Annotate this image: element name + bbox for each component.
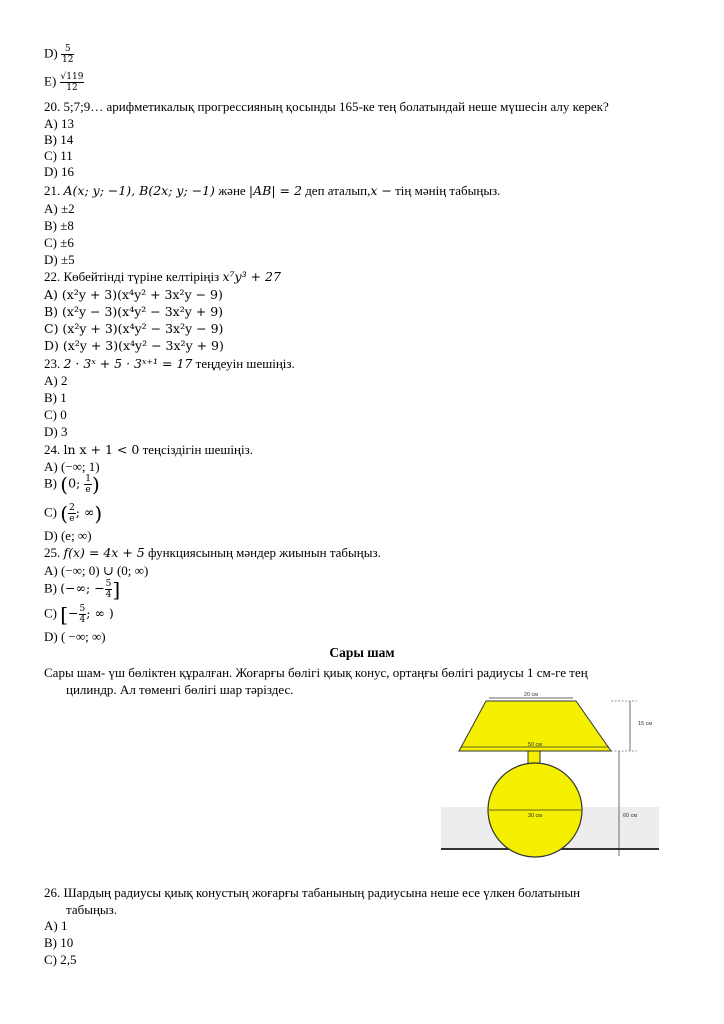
base-diameter-label: 50 см: [527, 742, 543, 748]
q23-option-b: B) 1: [44, 390, 67, 405]
q23-option-a: A) 2: [44, 373, 68, 388]
q21-text: 21. A(x; y; −1), B(2x; y; −1) және |AB| = 2 деп аталып,x − тің мәнің табыңыз.: [44, 183, 501, 198]
q23-text: 23. 2 · 3ˣ + 5 · 3ˣ⁺¹ = 17 теңдеуін шешіңіз.: [44, 356, 295, 371]
q20-option-b: B) 14: [44, 132, 74, 147]
q26-option-a: A) 1: [44, 918, 68, 933]
q24-option-a: A) (−∞; 1): [44, 459, 100, 474]
ball-diameter-label: 30 см: [527, 813, 543, 819]
fraction: $\frac{√119}{12}$: [60, 72, 84, 93]
q21-option-a: A) ±2: [44, 201, 75, 216]
q24-option-d: D) (e; ∞): [44, 528, 92, 543]
total-height-label: 60 см: [623, 813, 638, 819]
q26-text: 26. Шардың радиусы қиық конустың жоғарғы табанының радиусына неше есе үлкен болатынын табыңыз.: [44, 885, 581, 917]
q25-text: 25. f(x) = 4x + 5 функциясының мәндер жиынын табыңыз.: [44, 545, 381, 560]
q22-text: 22. Көбейтінді түріне келтіріңіз x⁷y³ + 27: [44, 269, 281, 284]
q21-option-b: B) ±8: [44, 218, 74, 233]
fraction: $\frac{5}{12}$: [61, 44, 74, 65]
q21-option-d: D) ±5: [44, 252, 75, 267]
section-paragraph: Сары шам- үш бөліктен құралған. Жоғарғы бөлігі қиық конус, ортаңғы бөлігі радиусы 1 см-ге тең цилиндр. Ал төменгі бөлігі шар тәріздес.: [44, 665, 588, 697]
q19-option-e: E) $\frac{√119}{12}$: [44, 72, 84, 93]
q25-option-c: C) [− $\frac{5}{4}$ ; ∞ ): [44, 602, 114, 627]
q26-option-b: B) 10: [44, 935, 74, 950]
q23-option-d: D) 3: [44, 424, 68, 439]
q22-option-c: C) (x²y + 3)(x⁴y² − 3x²y − 9): [44, 321, 224, 336]
q22-option-d: D) (x²y + 3)(x⁴y² − 3x²y + 9): [44, 338, 224, 353]
q24-text: 24. ln x + 1 < 0 теңсіздігін шешіңіз.: [44, 442, 254, 457]
q25-option-a: A) (−∞; 0) ∪ (0; ∞): [44, 563, 149, 578]
q24-option-c: C) ( $\frac{2}{e}$ ; ∞): [44, 501, 103, 526]
q25-option-d: D) ( −∞; ∞): [44, 629, 106, 644]
top-diameter-label: 20 см: [523, 692, 539, 698]
q21-option-c: C) ±6: [44, 235, 74, 250]
q20-text: 20. 5;7;9… арифметикалық прогрессияның қосынды 165-ке тең болатындай неше мүшесін алу керек?: [44, 99, 609, 114]
q25-option-b: B) (−∞; − $\frac{5}{4}$ ]: [44, 577, 121, 602]
q22-option-a: A) (x²y + 3)(x⁴y² + 3x²y − 9): [44, 287, 223, 302]
shade-height-label: 15 см: [638, 721, 653, 727]
q22-option-b: B) (x²y − 3)(x⁴y² − 3x²y + 9): [44, 304, 224, 319]
q20-option-d: D) 16: [44, 164, 74, 179]
q23-option-c: C) 0: [44, 407, 67, 422]
section-title: Сары шам: [329, 645, 395, 660]
q20-option-a: A) 13: [44, 116, 74, 131]
q19-option-d: D) $\frac{5}{12}$: [44, 44, 74, 65]
lamp-figure: [441, 689, 659, 859]
q26-option-c: C) 2,5: [44, 952, 77, 967]
q24-option-b: B) (0; $\frac{1}{e}$ ): [44, 472, 100, 497]
q20-option-c: C) 11: [44, 148, 73, 163]
